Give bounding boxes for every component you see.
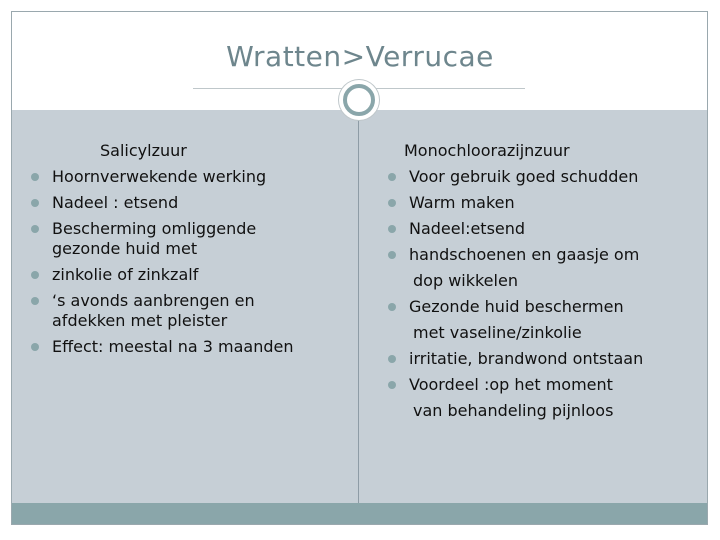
left-bullet-continuation: gezonde huid met: [52, 239, 198, 258]
bullet-dot-icon: [31, 271, 39, 279]
left-column: [30, 138, 355, 360]
bullet-dot-icon: [388, 355, 396, 363]
right-bullet-text: handschoenen en gaasje om: [409, 245, 640, 264]
left-column-heading: Salicylzuur: [100, 141, 187, 160]
bullet-dot-icon: [31, 297, 39, 305]
right-bullet-text: Voor gebruik goed schudden: [409, 167, 639, 186]
right-bullet-continuation: dop wikkelen: [413, 271, 518, 290]
ring-ornament-icon: [339, 80, 379, 120]
left-bullet-item: [30, 288, 355, 331]
left-bullet-item: [30, 216, 355, 259]
right-bullet-item: [387, 164, 707, 190]
left-bullet-item: [30, 334, 355, 360]
left-bullet-item: [30, 190, 355, 216]
right-bullet-text: irritatie, brandwond ontstaan: [409, 349, 644, 368]
left-bullet-continuation: afdekken met pleister: [52, 311, 228, 330]
right-column-heading: Monochloorazijnzuur: [404, 141, 570, 160]
left-bullet-text: ‘s avonds aanbrengen en: [52, 291, 255, 310]
bullet-dot-icon: [388, 381, 396, 389]
left-bullet-item: [30, 164, 355, 190]
right-bullet-list: [387, 164, 707, 424]
bullet-dot-icon: [388, 303, 396, 311]
bullet-dot-icon: [31, 173, 39, 181]
ring-inner: [343, 84, 375, 116]
left-bullet-text: Effect: meestal na 3 maanden: [52, 337, 294, 356]
right-bullet-text: Warm maken: [409, 193, 515, 212]
footer-bar: [12, 503, 707, 524]
bullet-dot-icon: [388, 199, 396, 207]
right-bullet-item: [387, 372, 707, 424]
right-bullet-continuation: van behandeling pijnloos: [413, 401, 614, 420]
right-bullet-item: [387, 346, 707, 372]
right-bullet-item: [387, 242, 707, 294]
slide-title: Wratten>Verrucae: [226, 40, 494, 73]
right-bullet-text: Nadeel:etsend: [409, 219, 526, 238]
right-bullet-text: Gezonde huid beschermen: [409, 297, 624, 316]
bullet-dot-icon: [388, 225, 396, 233]
bullet-dot-icon: [31, 225, 39, 233]
right-bullet-continuation: met vaseline/zinkolie: [413, 323, 582, 342]
right-bullet-item: [387, 190, 707, 216]
right-column: [387, 138, 707, 424]
left-bullet-text: Bescherming omliggende: [52, 219, 257, 238]
left-bullet-item: [30, 262, 355, 288]
bullet-dot-icon: [388, 173, 396, 181]
left-bullet-text: zinkolie of zinkzalf: [52, 265, 199, 284]
column-divider: [358, 110, 359, 503]
left-bullet-text: Hoornverwekende werking: [52, 167, 267, 186]
bullet-dot-icon: [388, 251, 396, 259]
bullet-dot-icon: [31, 199, 39, 207]
left-bullet-text: Nadeel : etsend: [52, 193, 179, 212]
left-bullet-list: [30, 164, 355, 360]
right-bullet-item: [387, 216, 707, 242]
right-bullet-text: Voordeel :op het moment: [409, 375, 613, 394]
right-bullet-item: [387, 294, 707, 346]
bullet-dot-icon: [31, 343, 39, 351]
